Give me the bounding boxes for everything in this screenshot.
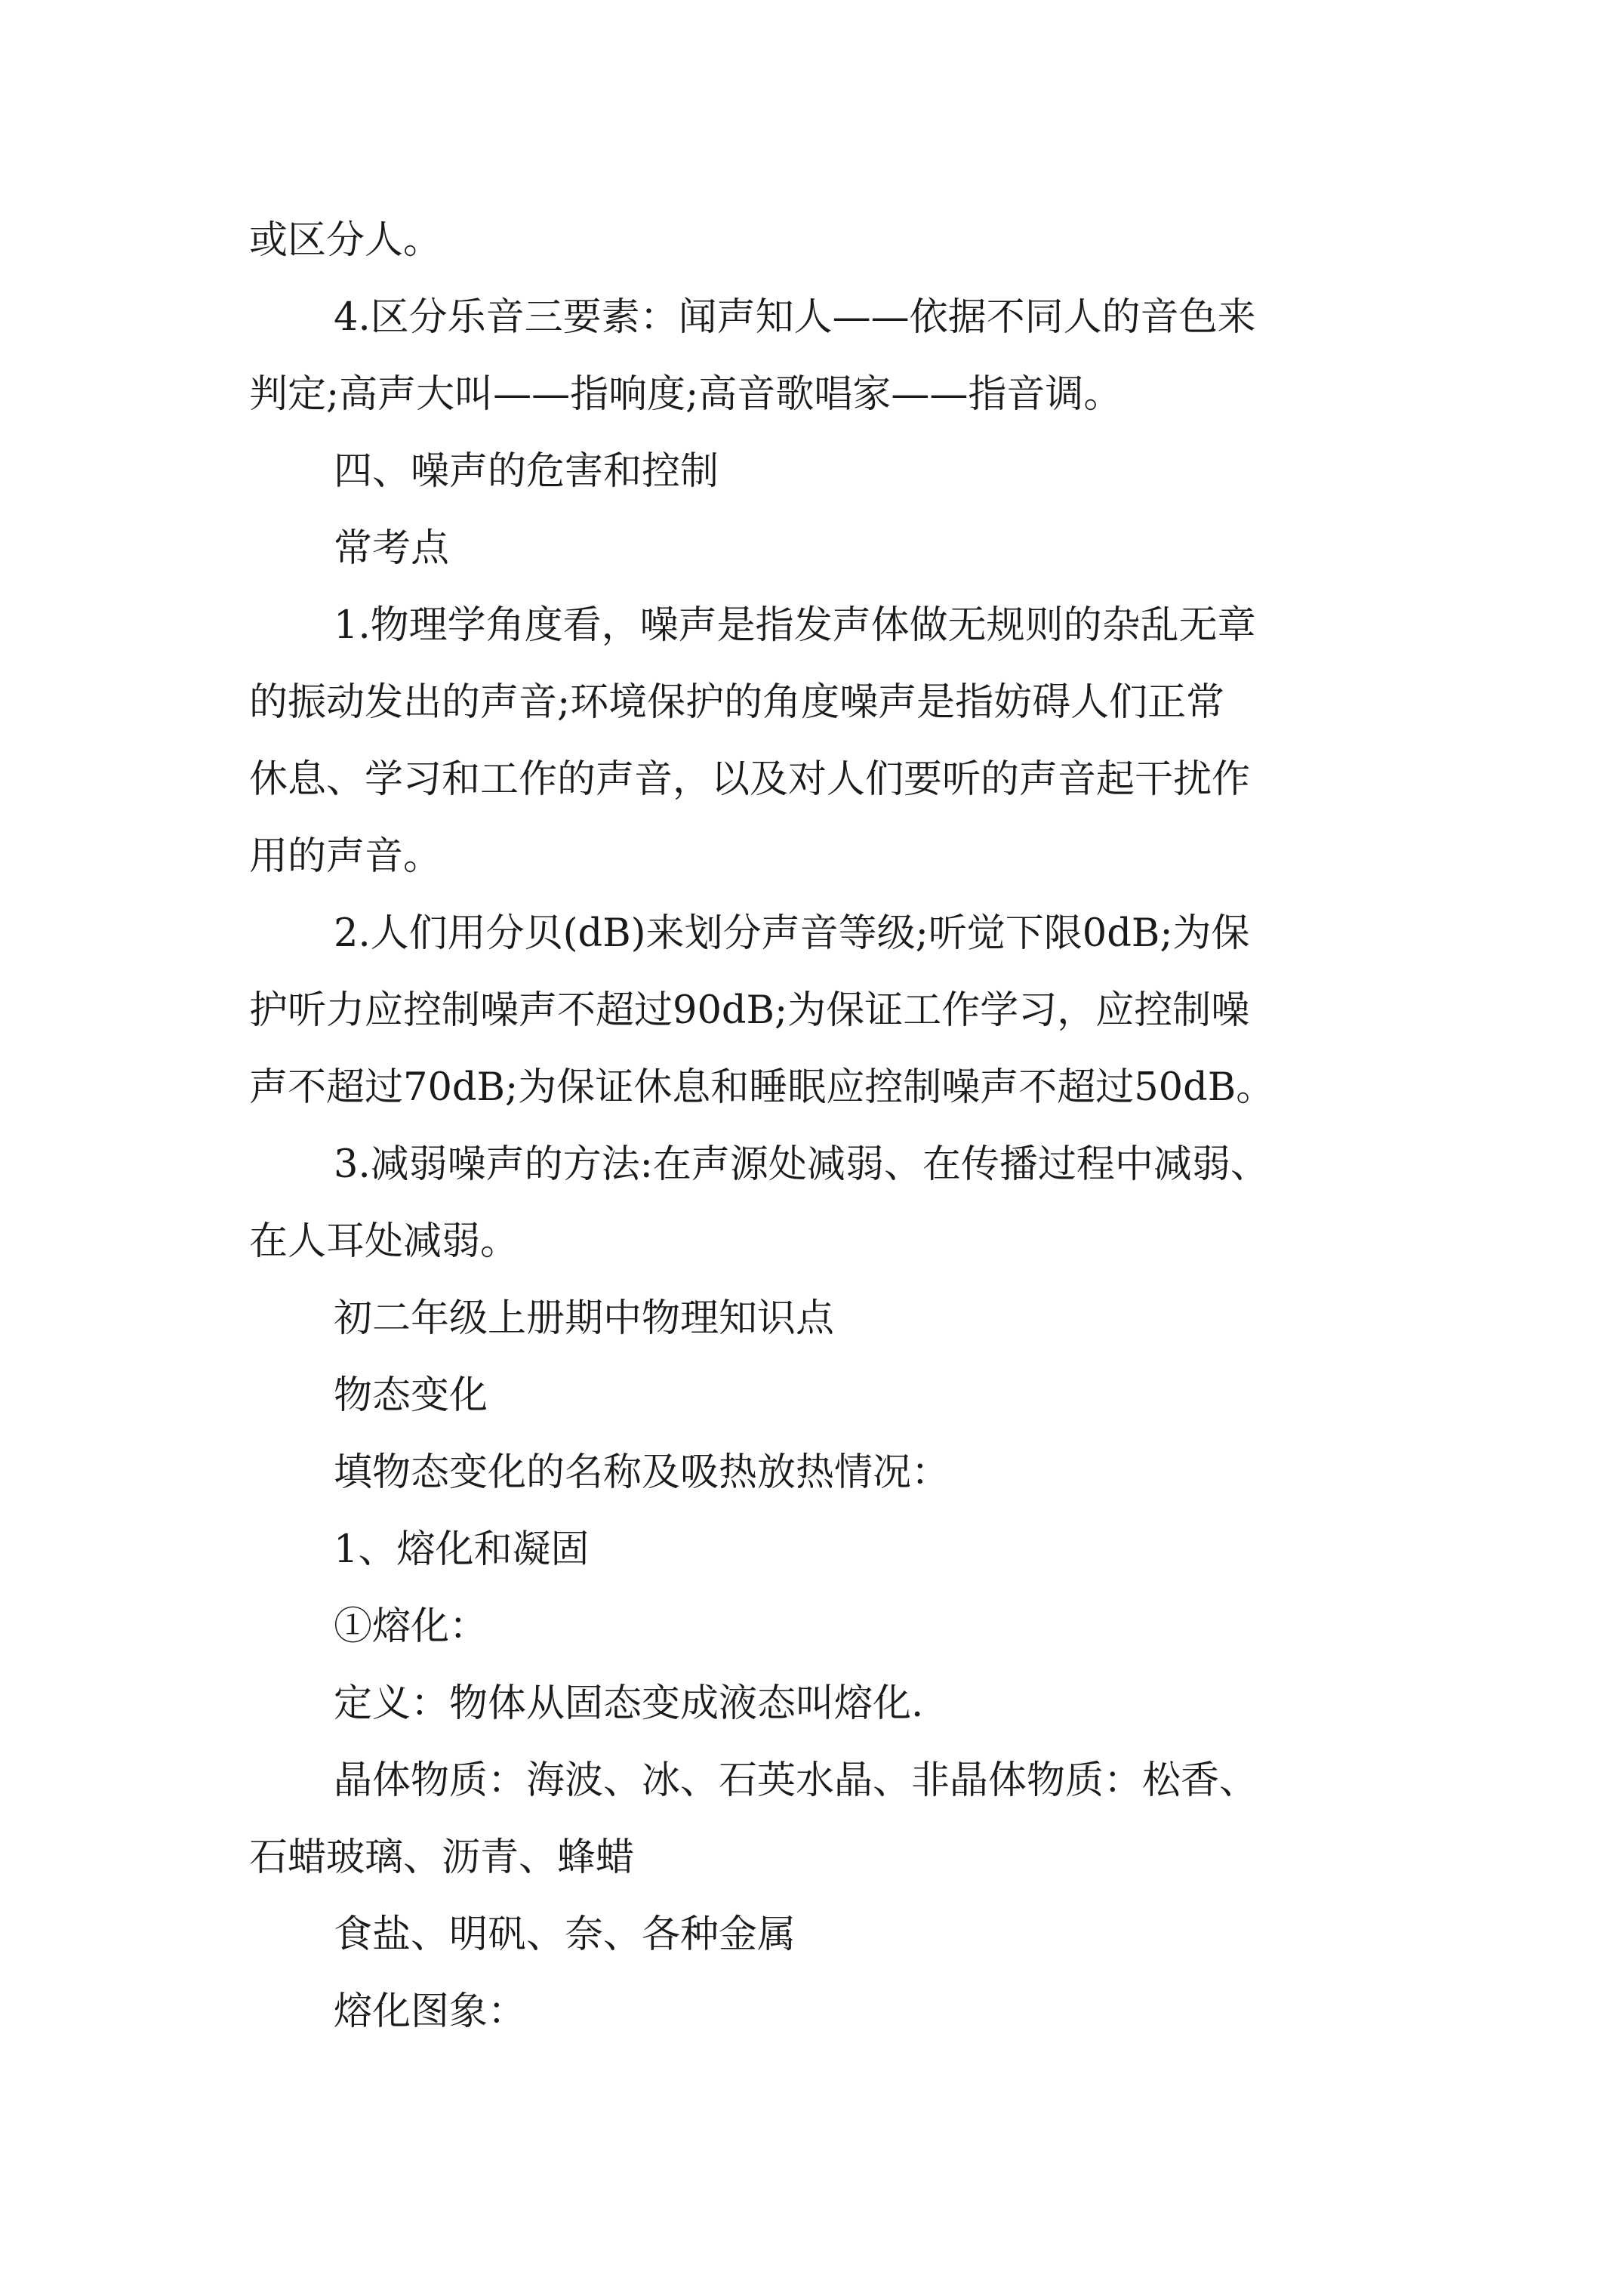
text-line: 食盐、明矾、奈、各种金属 (334, 1912, 796, 1957)
text-line: 在人耳处减弱。 (249, 1219, 519, 1264)
text-line: 定义：物体从固态变成液态叫熔化. (334, 1681, 924, 1726)
text-line: 休息、学习和工作的声音，以及对人们要听的声音起干扰作 (249, 757, 1251, 802)
text-line: 填物态变化的名称及吸热放热情况： (334, 1450, 950, 1495)
text-line: 声不超过70dB;为保证休息和睡眠应控制噪声不超过50dB。 (249, 1065, 1275, 1110)
text-line: 用的声音。 (249, 834, 442, 879)
section-heading: 四、噪声的危害和控制 (334, 449, 719, 494)
text-line: 护听力应控制噪声不超过90dB;为保证工作学习，应控制噪 (249, 988, 1250, 1033)
text-line: 晶体物质：海波、冰、石英水晶、非晶体物质：松香、 (334, 1758, 1258, 1803)
text-line: 3.减弱噪声的方法:在声源处减弱、在传播过程中减弱、 (334, 1142, 1269, 1187)
document-body (249, 202, 1419, 2051)
text-line: 或区分人。 (249, 218, 442, 263)
subheading: 常考点 (334, 526, 450, 571)
text-line: 熔化图象： (334, 1989, 527, 2034)
subheading: 1、熔化和凝固 (334, 1527, 590, 1572)
text-line: 判定;高声大叫——指响度;高音歌唱家——指音调。 (249, 372, 1123, 417)
text-line: 1.物理学角度看，噪声是指发声体做无规则的杂乱无章 (334, 603, 1256, 648)
section-heading: 初二年级上册期中物理知识点 (334, 1296, 835, 1341)
text-line: 2.人们用分贝(dB)来划分声音等级;听觉下限0dB;为保 (334, 911, 1250, 956)
text-line: 的振动发出的声音;环境保护的角度噪声是指妨碍人们正常 (249, 680, 1225, 725)
text-line: ①熔化： (334, 1604, 488, 1649)
subheading: 物态变化 (334, 1373, 488, 1418)
text-line: 石蜡玻璃、沥青、蜂蜡 (249, 1835, 635, 1880)
text-line: 4.区分乐音三要素：闻声知人——依据不同人的音色来 (334, 295, 1256, 340)
